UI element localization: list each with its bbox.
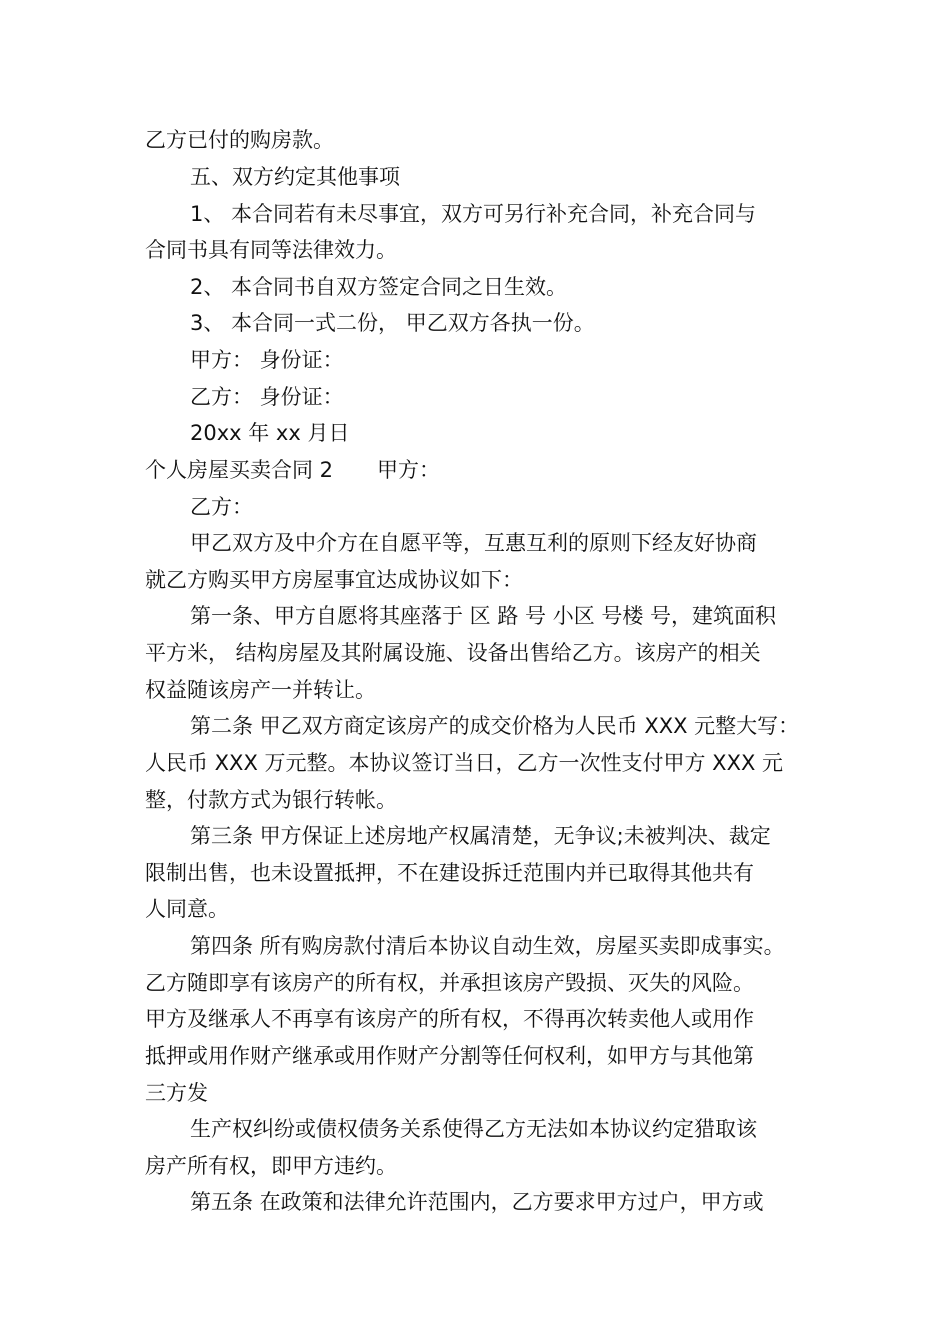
text-line: 2、 本合同书自双方签定合同之日生效。 [190, 275, 568, 299]
contract-title: 个人房屋买卖合同 2 [145, 458, 334, 482]
text-line: 抵押或用作财产继承或用作财产分割等任何权利，如甲方与其他第 [145, 1044, 754, 1068]
text-line: 就乙方购买甲方房屋事宜达成协议如下： [145, 568, 523, 592]
text-line: 乙方随即享有该房产的所有权，并承担该房产毁损、灭失的风险。 [145, 971, 754, 995]
text-line: 乙方已付的购房款。 [145, 128, 334, 152]
text-line: 权益随该房产一并转让。 [145, 678, 376, 702]
text-line: 人民币 XXX 万元整。本协议签订当日，乙方一次性支付甲方 XXX 元 [145, 751, 784, 775]
contract-title-line [145, 454, 440, 486]
text-line: 第四条 所有购房款付清后本协议自动生效，房屋买卖即成事实。 [190, 934, 785, 958]
text-line: 人同意。 [145, 897, 229, 921]
text-line: 第二条 甲乙双方商定该房产的成交价格为人民币 XXX 元整大写： [190, 714, 800, 738]
text-line: 三方发 [145, 1081, 208, 1105]
text-line: 限制出售，也未设置抵押，不在建设拆迁范围内并已取得其他共有 [145, 861, 754, 885]
text-line: 1、 本合同若有未尽事宜，双方可另行补充合同，补充合同与 [190, 202, 757, 226]
signature-line-party-b: 乙方： 身份证： [190, 385, 344, 409]
text-line: 第一条、甲方自愿将其座落于 区 路 号 小区 号楼 号，建筑面积 [190, 604, 777, 628]
signature-line-party-a: 甲方： 身份证： [190, 348, 344, 372]
text-line: 生产权纠纷或债权债务关系使得乙方无法如本协议约定猎取该 [190, 1117, 757, 1141]
text-line: 甲方及继承人不再享有该房产的所有权，不得再次转卖他人或用作 [145, 1007, 754, 1031]
text-line: 平方米， 结构房屋及其附属设施、设备出售给乙方。该房产的相关 [145, 641, 761, 665]
text-line: 3、 本合同一式二份， 甲乙双方各执一份。 [190, 311, 595, 335]
text-line: 第五条 在政策和法律允许范围内，乙方要求甲方过户，甲方或 [190, 1190, 764, 1214]
party-b-label: 乙方： [190, 495, 253, 519]
party-a-label: 甲方： [377, 458, 441, 482]
section-heading: 五、双方约定其他事项 [190, 165, 400, 189]
text-line: 房产所有权，即甲方违约。 [145, 1154, 397, 1178]
text-line: 合同书具有同等法律效力。 [145, 238, 397, 262]
text-line: 第三条 甲方保证上述房地产权属清楚，无争议;未被判决、裁定 [190, 824, 771, 848]
date-line: 20xx 年 xx 月日 [190, 421, 350, 445]
text-line: 整，付款方式为银行转帐。 [145, 788, 397, 812]
text-line: 甲乙双方及中介方在自愿平等，互惠互利的原则下经友好协商 [190, 531, 757, 555]
